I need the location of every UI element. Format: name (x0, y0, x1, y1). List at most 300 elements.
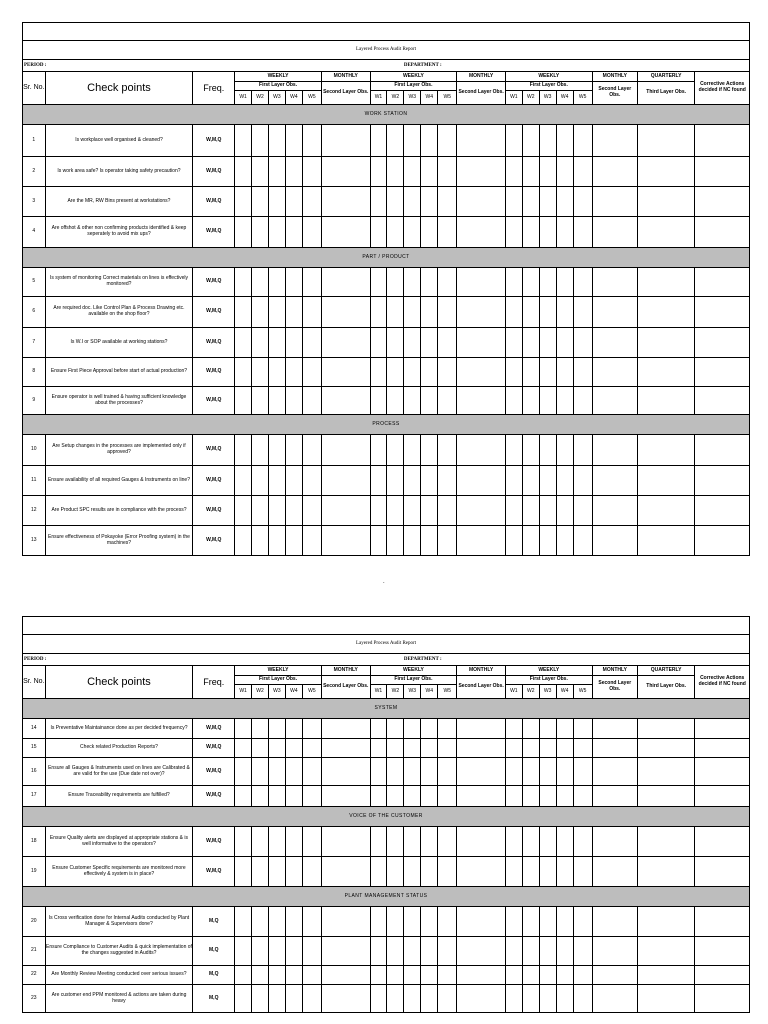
week-obs-cell[interactable] (235, 217, 252, 248)
week-obs-cell[interactable] (556, 217, 573, 248)
corrective-action-cell[interactable] (695, 496, 750, 526)
week-obs-cell[interactable] (302, 217, 321, 248)
corrective-action-cell[interactable] (695, 297, 750, 328)
week-obs-cell[interactable] (539, 496, 556, 526)
week-obs-cell[interactable] (539, 187, 556, 217)
week-obs-cell[interactable] (404, 496, 421, 526)
week-obs-cell[interactable] (252, 719, 269, 739)
quarterly-obs-cell[interactable] (637, 496, 695, 526)
monthly-obs-cell[interactable] (457, 217, 506, 248)
monthly-obs-cell[interactable] (592, 719, 637, 739)
week-obs-cell[interactable] (556, 907, 573, 937)
week-obs-cell[interactable] (522, 907, 539, 937)
week-obs-cell[interactable] (370, 157, 387, 187)
week-obs-cell[interactable] (539, 466, 556, 496)
quarterly-obs-cell[interactable] (637, 786, 695, 807)
week-obs-cell[interactable] (556, 466, 573, 496)
week-obs-cell[interactable] (421, 187, 438, 217)
week-obs-cell[interactable] (505, 907, 522, 937)
week-obs-cell[interactable] (285, 328, 302, 358)
week-obs-cell[interactable] (421, 387, 438, 415)
week-obs-cell[interactable] (505, 358, 522, 387)
week-obs-cell[interactable] (556, 328, 573, 358)
week-obs-cell[interactable] (505, 157, 522, 187)
monthly-obs-cell[interactable] (592, 187, 637, 217)
week-obs-cell[interactable] (404, 786, 421, 807)
week-obs-cell[interactable] (421, 966, 438, 985)
week-obs-cell[interactable] (285, 526, 302, 556)
week-obs-cell[interactable] (421, 435, 438, 466)
week-obs-cell[interactable] (573, 297, 592, 328)
week-obs-cell[interactable] (387, 217, 404, 248)
week-obs-cell[interactable] (302, 268, 321, 297)
quarterly-obs-cell[interactable] (637, 358, 695, 387)
week-obs-cell[interactable] (268, 526, 285, 556)
week-obs-cell[interactable] (556, 496, 573, 526)
week-obs-cell[interactable] (404, 187, 421, 217)
week-obs-cell[interactable] (370, 268, 387, 297)
week-obs-cell[interactable] (387, 297, 404, 328)
monthly-obs-cell[interactable] (321, 466, 370, 496)
week-obs-cell[interactable] (252, 786, 269, 807)
quarterly-obs-cell[interactable] (637, 739, 695, 758)
week-obs-cell[interactable] (522, 526, 539, 556)
week-obs-cell[interactable] (438, 985, 457, 1013)
week-obs-cell[interactable] (573, 857, 592, 887)
week-obs-cell[interactable] (387, 985, 404, 1013)
week-obs-cell[interactable] (573, 985, 592, 1013)
week-obs-cell[interactable] (252, 358, 269, 387)
week-obs-cell[interactable] (370, 907, 387, 937)
week-obs-cell[interactable] (370, 739, 387, 758)
monthly-obs-cell[interactable] (457, 758, 506, 786)
week-obs-cell[interactable] (539, 526, 556, 556)
week-obs-cell[interactable] (556, 786, 573, 807)
week-obs-cell[interactable] (539, 387, 556, 415)
week-obs-cell[interactable] (539, 739, 556, 758)
week-obs-cell[interactable] (573, 328, 592, 358)
week-obs-cell[interactable] (404, 719, 421, 739)
corrective-action-cell[interactable] (695, 526, 750, 556)
monthly-obs-cell[interactable] (321, 187, 370, 217)
week-obs-cell[interactable] (268, 268, 285, 297)
monthly-obs-cell[interactable] (457, 125, 506, 157)
week-obs-cell[interactable] (387, 719, 404, 739)
monthly-obs-cell[interactable] (321, 857, 370, 887)
week-obs-cell[interactable] (522, 268, 539, 297)
week-obs-cell[interactable] (235, 187, 252, 217)
corrective-action-cell[interactable] (695, 739, 750, 758)
monthly-obs-cell[interactable] (457, 496, 506, 526)
week-obs-cell[interactable] (556, 297, 573, 328)
monthly-obs-cell[interactable] (321, 739, 370, 758)
week-obs-cell[interactable] (573, 217, 592, 248)
week-obs-cell[interactable] (421, 268, 438, 297)
week-obs-cell[interactable] (268, 758, 285, 786)
week-obs-cell[interactable] (370, 387, 387, 415)
week-obs-cell[interactable] (505, 328, 522, 358)
week-obs-cell[interactable] (387, 907, 404, 937)
week-obs-cell[interactable] (302, 125, 321, 157)
week-obs-cell[interactable] (235, 435, 252, 466)
week-obs-cell[interactable] (505, 739, 522, 758)
monthly-obs-cell[interactable] (457, 268, 506, 297)
week-obs-cell[interactable] (387, 268, 404, 297)
week-obs-cell[interactable] (268, 157, 285, 187)
week-obs-cell[interactable] (235, 496, 252, 526)
week-obs-cell[interactable] (522, 125, 539, 157)
week-obs-cell[interactable] (252, 157, 269, 187)
week-obs-cell[interactable] (268, 328, 285, 358)
week-obs-cell[interactable] (438, 435, 457, 466)
week-obs-cell[interactable] (404, 985, 421, 1013)
week-obs-cell[interactable] (539, 827, 556, 857)
quarterly-obs-cell[interactable] (637, 157, 695, 187)
week-obs-cell[interactable] (539, 328, 556, 358)
week-obs-cell[interactable] (539, 985, 556, 1013)
week-obs-cell[interactable] (404, 217, 421, 248)
week-obs-cell[interactable] (421, 125, 438, 157)
week-obs-cell[interactable] (438, 907, 457, 937)
week-obs-cell[interactable] (421, 758, 438, 786)
week-obs-cell[interactable] (370, 758, 387, 786)
week-obs-cell[interactable] (235, 268, 252, 297)
week-obs-cell[interactable] (285, 466, 302, 496)
monthly-obs-cell[interactable] (457, 387, 506, 415)
monthly-obs-cell[interactable] (321, 827, 370, 857)
week-obs-cell[interactable] (522, 217, 539, 248)
week-obs-cell[interactable] (387, 157, 404, 187)
week-obs-cell[interactable] (387, 358, 404, 387)
monthly-obs-cell[interactable] (592, 496, 637, 526)
week-obs-cell[interactable] (404, 966, 421, 985)
week-obs-cell[interactable] (438, 268, 457, 297)
week-obs-cell[interactable] (235, 907, 252, 937)
week-obs-cell[interactable] (556, 125, 573, 157)
week-obs-cell[interactable] (556, 937, 573, 966)
week-obs-cell[interactable] (522, 719, 539, 739)
monthly-obs-cell[interactable] (457, 526, 506, 556)
quarterly-obs-cell[interactable] (637, 827, 695, 857)
monthly-obs-cell[interactable] (321, 358, 370, 387)
week-obs-cell[interactable] (522, 857, 539, 887)
week-obs-cell[interactable] (404, 125, 421, 157)
week-obs-cell[interactable] (522, 966, 539, 985)
monthly-obs-cell[interactable] (592, 435, 637, 466)
week-obs-cell[interactable] (539, 358, 556, 387)
monthly-obs-cell[interactable] (321, 125, 370, 157)
week-obs-cell[interactable] (285, 739, 302, 758)
week-obs-cell[interactable] (285, 387, 302, 415)
week-obs-cell[interactable] (387, 937, 404, 966)
monthly-obs-cell[interactable] (321, 268, 370, 297)
week-obs-cell[interactable] (285, 827, 302, 857)
monthly-obs-cell[interactable] (457, 435, 506, 466)
week-obs-cell[interactable] (268, 786, 285, 807)
monthly-obs-cell[interactable] (592, 966, 637, 985)
week-obs-cell[interactable] (522, 496, 539, 526)
week-obs-cell[interactable] (573, 125, 592, 157)
monthly-obs-cell[interactable] (592, 268, 637, 297)
monthly-obs-cell[interactable] (592, 857, 637, 887)
week-obs-cell[interactable] (522, 187, 539, 217)
quarterly-obs-cell[interactable] (637, 435, 695, 466)
week-obs-cell[interactable] (302, 966, 321, 985)
week-obs-cell[interactable] (302, 496, 321, 526)
week-obs-cell[interactable] (522, 937, 539, 966)
week-obs-cell[interactable] (252, 268, 269, 297)
monthly-obs-cell[interactable] (592, 217, 637, 248)
monthly-obs-cell[interactable] (592, 827, 637, 857)
week-obs-cell[interactable] (505, 466, 522, 496)
week-obs-cell[interactable] (573, 496, 592, 526)
week-obs-cell[interactable] (235, 985, 252, 1013)
week-obs-cell[interactable] (387, 758, 404, 786)
week-obs-cell[interactable] (556, 387, 573, 415)
week-obs-cell[interactable] (573, 268, 592, 297)
week-obs-cell[interactable] (404, 937, 421, 966)
week-obs-cell[interactable] (302, 985, 321, 1013)
corrective-action-cell[interactable] (695, 125, 750, 157)
week-obs-cell[interactable] (268, 466, 285, 496)
week-obs-cell[interactable] (556, 966, 573, 985)
week-obs-cell[interactable] (252, 297, 269, 328)
week-obs-cell[interactable] (268, 857, 285, 887)
monthly-obs-cell[interactable] (457, 157, 506, 187)
monthly-obs-cell[interactable] (321, 526, 370, 556)
week-obs-cell[interactable] (387, 125, 404, 157)
week-obs-cell[interactable] (285, 985, 302, 1013)
quarterly-obs-cell[interactable] (637, 719, 695, 739)
week-obs-cell[interactable] (235, 719, 252, 739)
week-obs-cell[interactable] (522, 387, 539, 415)
week-obs-cell[interactable] (235, 125, 252, 157)
week-obs-cell[interactable] (302, 526, 321, 556)
week-obs-cell[interactable] (522, 328, 539, 358)
monthly-obs-cell[interactable] (457, 297, 506, 328)
week-obs-cell[interactable] (268, 966, 285, 985)
week-obs-cell[interactable] (302, 857, 321, 887)
monthly-obs-cell[interactable] (457, 907, 506, 937)
week-obs-cell[interactable] (370, 786, 387, 807)
week-obs-cell[interactable] (387, 466, 404, 496)
monthly-obs-cell[interactable] (592, 907, 637, 937)
week-obs-cell[interactable] (505, 937, 522, 966)
week-obs-cell[interactable] (438, 739, 457, 758)
week-obs-cell[interactable] (438, 786, 457, 807)
week-obs-cell[interactable] (539, 157, 556, 187)
week-obs-cell[interactable] (421, 827, 438, 857)
week-obs-cell[interactable] (387, 966, 404, 985)
week-obs-cell[interactable] (235, 758, 252, 786)
week-obs-cell[interactable] (522, 827, 539, 857)
monthly-obs-cell[interactable] (457, 857, 506, 887)
week-obs-cell[interactable] (404, 358, 421, 387)
week-obs-cell[interactable] (387, 435, 404, 466)
week-obs-cell[interactable] (573, 937, 592, 966)
quarterly-obs-cell[interactable] (637, 268, 695, 297)
week-obs-cell[interactable] (370, 937, 387, 966)
monthly-obs-cell[interactable] (457, 985, 506, 1013)
week-obs-cell[interactable] (404, 328, 421, 358)
week-obs-cell[interactable] (370, 187, 387, 217)
monthly-obs-cell[interactable] (592, 125, 637, 157)
week-obs-cell[interactable] (285, 157, 302, 187)
week-obs-cell[interactable] (438, 187, 457, 217)
monthly-obs-cell[interactable] (592, 786, 637, 807)
week-obs-cell[interactable] (556, 435, 573, 466)
week-obs-cell[interactable] (556, 985, 573, 1013)
week-obs-cell[interactable] (268, 217, 285, 248)
corrective-action-cell[interactable] (695, 157, 750, 187)
week-obs-cell[interactable] (505, 786, 522, 807)
week-obs-cell[interactable] (573, 435, 592, 466)
week-obs-cell[interactable] (285, 187, 302, 217)
week-obs-cell[interactable] (438, 157, 457, 187)
week-obs-cell[interactable] (302, 758, 321, 786)
week-obs-cell[interactable] (539, 758, 556, 786)
quarterly-obs-cell[interactable] (637, 187, 695, 217)
week-obs-cell[interactable] (235, 297, 252, 328)
week-obs-cell[interactable] (421, 937, 438, 966)
week-obs-cell[interactable] (438, 966, 457, 985)
week-obs-cell[interactable] (438, 496, 457, 526)
week-obs-cell[interactable] (573, 786, 592, 807)
corrective-action-cell[interactable] (695, 217, 750, 248)
corrective-action-cell[interactable] (695, 966, 750, 985)
week-obs-cell[interactable] (302, 907, 321, 937)
monthly-obs-cell[interactable] (592, 157, 637, 187)
monthly-obs-cell[interactable] (592, 526, 637, 556)
monthly-obs-cell[interactable] (321, 435, 370, 466)
week-obs-cell[interactable] (522, 435, 539, 466)
week-obs-cell[interactable] (404, 758, 421, 786)
week-obs-cell[interactable] (370, 328, 387, 358)
week-obs-cell[interactable] (404, 387, 421, 415)
week-obs-cell[interactable] (404, 268, 421, 297)
week-obs-cell[interactable] (285, 907, 302, 937)
week-obs-cell[interactable] (505, 187, 522, 217)
week-obs-cell[interactable] (285, 857, 302, 887)
week-obs-cell[interactable] (573, 827, 592, 857)
week-obs-cell[interactable] (235, 857, 252, 887)
monthly-obs-cell[interactable] (592, 758, 637, 786)
week-obs-cell[interactable] (438, 827, 457, 857)
week-obs-cell[interactable] (252, 217, 269, 248)
week-obs-cell[interactable] (285, 758, 302, 786)
week-obs-cell[interactable] (285, 966, 302, 985)
week-obs-cell[interactable] (539, 857, 556, 887)
quarterly-obs-cell[interactable] (637, 125, 695, 157)
week-obs-cell[interactable] (268, 496, 285, 526)
week-obs-cell[interactable] (438, 758, 457, 786)
week-obs-cell[interactable] (387, 526, 404, 556)
monthly-obs-cell[interactable] (592, 297, 637, 328)
monthly-obs-cell[interactable] (592, 387, 637, 415)
quarterly-obs-cell[interactable] (637, 985, 695, 1013)
week-obs-cell[interactable] (421, 358, 438, 387)
corrective-action-cell[interactable] (695, 187, 750, 217)
week-obs-cell[interactable] (370, 857, 387, 887)
corrective-action-cell[interactable] (695, 328, 750, 358)
week-obs-cell[interactable] (522, 297, 539, 328)
week-obs-cell[interactable] (370, 827, 387, 857)
week-obs-cell[interactable] (421, 526, 438, 556)
week-obs-cell[interactable] (404, 297, 421, 328)
week-obs-cell[interactable] (252, 966, 269, 985)
week-obs-cell[interactable] (505, 496, 522, 526)
week-obs-cell[interactable] (421, 466, 438, 496)
week-obs-cell[interactable] (505, 268, 522, 297)
monthly-obs-cell[interactable] (592, 328, 637, 358)
week-obs-cell[interactable] (556, 739, 573, 758)
week-obs-cell[interactable] (421, 157, 438, 187)
monthly-obs-cell[interactable] (321, 387, 370, 415)
week-obs-cell[interactable] (235, 466, 252, 496)
week-obs-cell[interactable] (235, 526, 252, 556)
week-obs-cell[interactable] (387, 187, 404, 217)
week-obs-cell[interactable] (370, 966, 387, 985)
week-obs-cell[interactable] (252, 985, 269, 1013)
week-obs-cell[interactable] (387, 387, 404, 415)
corrective-action-cell[interactable] (695, 758, 750, 786)
week-obs-cell[interactable] (285, 297, 302, 328)
monthly-obs-cell[interactable] (457, 937, 506, 966)
quarterly-obs-cell[interactable] (637, 466, 695, 496)
quarterly-obs-cell[interactable] (637, 966, 695, 985)
week-obs-cell[interactable] (539, 125, 556, 157)
week-obs-cell[interactable] (370, 358, 387, 387)
week-obs-cell[interactable] (539, 217, 556, 248)
week-obs-cell[interactable] (302, 358, 321, 387)
week-obs-cell[interactable] (556, 719, 573, 739)
week-obs-cell[interactable] (573, 907, 592, 937)
week-obs-cell[interactable] (370, 435, 387, 466)
week-obs-cell[interactable] (370, 466, 387, 496)
week-obs-cell[interactable] (235, 966, 252, 985)
corrective-action-cell[interactable] (695, 827, 750, 857)
week-obs-cell[interactable] (438, 526, 457, 556)
quarterly-obs-cell[interactable] (637, 857, 695, 887)
week-obs-cell[interactable] (235, 358, 252, 387)
monthly-obs-cell[interactable] (457, 719, 506, 739)
week-obs-cell[interactable] (438, 719, 457, 739)
week-obs-cell[interactable] (573, 187, 592, 217)
week-obs-cell[interactable] (302, 786, 321, 807)
week-obs-cell[interactable] (235, 786, 252, 807)
week-obs-cell[interactable] (370, 496, 387, 526)
monthly-obs-cell[interactable] (592, 358, 637, 387)
monthly-obs-cell[interactable] (321, 758, 370, 786)
week-obs-cell[interactable] (370, 125, 387, 157)
week-obs-cell[interactable] (268, 937, 285, 966)
week-obs-cell[interactable] (252, 526, 269, 556)
week-obs-cell[interactable] (556, 758, 573, 786)
week-obs-cell[interactable] (302, 466, 321, 496)
corrective-action-cell[interactable] (695, 719, 750, 739)
quarterly-obs-cell[interactable] (637, 387, 695, 415)
week-obs-cell[interactable] (252, 758, 269, 786)
monthly-obs-cell[interactable] (321, 217, 370, 248)
week-obs-cell[interactable] (573, 157, 592, 187)
week-obs-cell[interactable] (421, 217, 438, 248)
week-obs-cell[interactable] (421, 985, 438, 1013)
week-obs-cell[interactable] (421, 739, 438, 758)
week-obs-cell[interactable] (556, 268, 573, 297)
week-obs-cell[interactable] (235, 739, 252, 758)
week-obs-cell[interactable] (252, 466, 269, 496)
week-obs-cell[interactable] (404, 907, 421, 937)
